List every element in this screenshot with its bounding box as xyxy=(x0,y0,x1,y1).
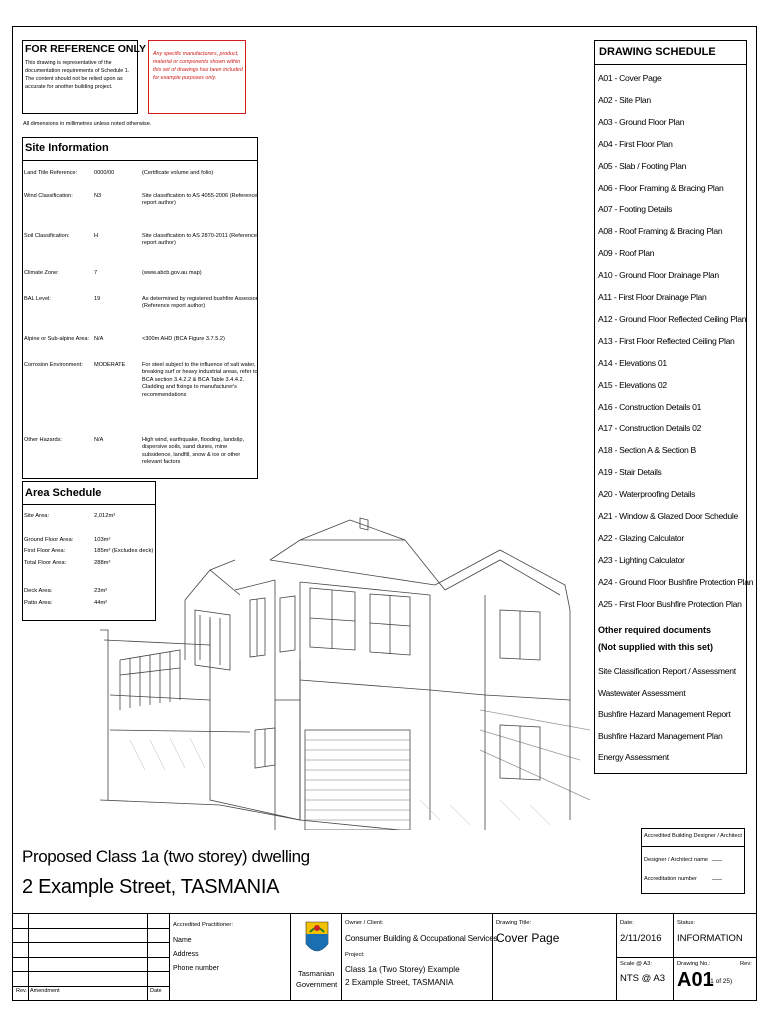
site-info-note: As determined by registered bushfire Assessor (Reference report author) xyxy=(142,296,258,310)
date-value: 2/11/2016 xyxy=(620,933,662,944)
reference-body: This drawing is representative of the documentation requirements of Schedule 1. The content should not be relied upon as accurate for another building project. xyxy=(25,60,130,90)
logo-text-1: Tasmanian xyxy=(298,969,335,978)
designer-name-blank: ___ xyxy=(712,855,723,861)
drawing-schedule-item: A17 - Construction Details 02 xyxy=(598,423,702,434)
date-label: Date: xyxy=(620,920,634,926)
site-info-value: 7 xyxy=(94,270,98,276)
site-info-label: Other Hazards: xyxy=(24,437,62,443)
drawing-schedule-divider xyxy=(595,64,746,65)
site-info-label: Soil Classification: xyxy=(24,233,70,239)
practitioner-field-phone: Phone number xyxy=(173,965,219,972)
project-line-1: Proposed Class 1a (two storey) dwelling xyxy=(22,847,310,866)
project-value-2: 2 Example Street, TASMANIA xyxy=(345,978,454,987)
owner-value: Consumer Building & Occupational Services xyxy=(345,934,498,943)
site-info-note: Site classification to AS 2870-2011 (Reference report author) xyxy=(142,233,257,247)
designer-number-blank: ___ xyxy=(712,874,723,880)
area-value: 103m² xyxy=(94,537,111,543)
drawing-schedule-item: A08 - Roof Framing & Bracing Plan xyxy=(598,226,723,237)
drawing-schedule-item: A07 - Footing Details xyxy=(598,204,672,215)
drawing-schedule-item: A02 - Site Plan xyxy=(598,94,651,105)
tb-divider xyxy=(169,913,170,1001)
area-label: First Floor Area: xyxy=(24,548,66,554)
rev-small-label: Rev: xyxy=(740,961,752,967)
owner-label: Owner / Client: xyxy=(345,920,384,926)
designer-divider xyxy=(642,846,744,847)
site-info-value: H xyxy=(94,233,99,239)
tasmanian-government-logo xyxy=(298,918,336,966)
drawing-schedule-item: A24 - Ground Floor Bushfire Protection Plan xyxy=(598,576,754,587)
revision-grid-line xyxy=(12,942,169,943)
revision-grid-line xyxy=(12,971,169,972)
designer-box xyxy=(641,828,745,894)
reference-title: FOR REFERENCE ONLY xyxy=(25,43,146,55)
drawing-schedule-title: DRAWING SCHEDULE xyxy=(599,46,716,58)
drawing-schedule-item: A25 - First Floor Bushfire Protection Plan xyxy=(598,598,742,609)
status-value: INFORMATION xyxy=(677,933,743,944)
drawing-schedule-item: A09 - Roof Plan xyxy=(598,248,655,259)
drawing-schedule-item: A23 - Lighting Calculator xyxy=(598,554,685,565)
site-info-note: High wind, earthquake, flooding, landslip, dispersive soils, sand dunes, mine subsidence, landfill, snow & ice or other relevant factors xyxy=(142,437,244,466)
revision-grid-col xyxy=(147,913,148,1001)
other-doc-item: Energy Assessment xyxy=(598,752,669,762)
amendment-col-label: Amendment xyxy=(30,988,60,994)
area-value: 2,012m² xyxy=(94,513,116,519)
scale-value: NTS @ A3 xyxy=(620,973,666,984)
project-label: Project: xyxy=(345,952,365,958)
site-info-value: N/A xyxy=(94,437,104,443)
drawing-schedule-item: A10 - Ground Floor Drainage Plan xyxy=(598,270,719,281)
date-col-label: Date xyxy=(150,988,162,994)
drawing-no-value: A01 xyxy=(677,969,714,991)
site-info-title: Site Information xyxy=(25,142,109,154)
drawing-schedule-item: A03 - Ground Floor Plan xyxy=(598,116,685,127)
area-value: 23m² xyxy=(94,588,108,594)
drawing-schedule-item: A19 - Stair Details xyxy=(598,467,662,478)
status-label: Status: xyxy=(677,920,696,926)
disclaimer-box xyxy=(148,40,246,114)
area-value: 288m² xyxy=(94,560,111,566)
tb-divider xyxy=(341,913,342,1001)
area-schedule-title: Area Schedule xyxy=(25,487,102,499)
drawing-title-value: Cover Page xyxy=(496,931,560,945)
area-value: 44m² xyxy=(94,600,108,606)
practitioner-field-address: Address xyxy=(173,951,199,958)
site-info-label: Land Title Reference: xyxy=(24,170,78,176)
sheet-count: (1 of 25) xyxy=(708,978,733,985)
house-sketch xyxy=(100,500,590,830)
rev-col-label: Rev. xyxy=(16,988,27,994)
designer-name-label: Designer / Architect name xyxy=(644,857,709,863)
project-value-1: Class 1a (Two Storey) Example xyxy=(345,965,460,974)
project-line-2: 2 Example Street, TASMANIA xyxy=(22,876,280,898)
site-info-divider xyxy=(23,160,257,161)
drawing-schedule-item: A15 - Elevations 02 xyxy=(598,379,667,390)
other-doc-item: Bushfire Hazard Management Plan xyxy=(598,730,723,741)
site-info-label: Alpine or Sub-alpine Area: xyxy=(24,336,89,342)
site-info-value: N/A xyxy=(94,336,104,342)
other-docs-title-2: (Not supplied with this set) xyxy=(598,642,713,652)
other-doc-item: Site Classification Report / Assessment xyxy=(598,666,736,676)
revision-grid-col xyxy=(28,913,29,1001)
drawing-schedule-item: A04 - First Floor Plan xyxy=(598,138,673,149)
area-value: 185m² (Excludes deck) xyxy=(94,548,154,554)
area-label: Total Floor Area: xyxy=(24,560,67,566)
site-info-value: N3 xyxy=(94,193,102,199)
site-info-label: Wind Classification: xyxy=(24,193,73,199)
area-label: Deck Area: xyxy=(24,588,53,594)
practitioner-label: Accredited Practitioner: xyxy=(173,922,233,928)
drawing-schedule-item: A21 - Window & Glazed Door Schedule xyxy=(598,511,738,521)
site-info-value: 0000/00 xyxy=(94,170,115,176)
revision-grid-line xyxy=(12,957,169,958)
tb-hdivider xyxy=(616,957,757,958)
drawing-schedule-item: A14 - Elevations 01 xyxy=(598,357,667,368)
drawing-schedule-item: A11 - First Floor Drainage Plan xyxy=(598,292,707,302)
drawing-no-label: Drawing No.: xyxy=(677,961,711,967)
site-info-value: 19 xyxy=(94,296,101,302)
drawing-schedule-item: A01 - Cover Page xyxy=(598,73,662,83)
scale-label: Scale @ A3: xyxy=(620,961,652,967)
logo-text-2: Government xyxy=(296,980,338,989)
other-doc-item: Wastewater Assessment xyxy=(598,687,686,698)
site-info-label: Corrosion Environment: xyxy=(24,362,83,368)
tb-divider xyxy=(290,913,291,1001)
area-label: Site Area: xyxy=(24,513,50,519)
area-label: Patio Area: xyxy=(24,600,53,606)
drawing-schedule-item: A13 - First Floor Reflected Ceiling Plan xyxy=(598,335,735,346)
drawing-title-label: Drawing Title: xyxy=(496,920,532,926)
other-docs-title-1: Other required documents xyxy=(598,625,712,635)
site-info-note: (Certificate volume and folio) xyxy=(142,170,214,176)
drawing-schedule-item: A18 - Section A & Section B xyxy=(598,445,696,456)
drawing-schedule-item: A05 - Slab / Footing Plan xyxy=(598,160,687,171)
revision-grid-line xyxy=(12,986,169,987)
revision-grid-line xyxy=(12,928,169,929)
drawing-schedule-item: A20 - Waterproofing Details xyxy=(598,489,696,500)
drawing-schedule-item: A22 - Glazing Calculator xyxy=(598,532,684,543)
practitioner-field-name: Name xyxy=(173,937,192,944)
tb-divider xyxy=(492,913,493,1001)
designer-title: Accredited Building Designer / Architect xyxy=(644,833,742,839)
disclaimer-text: Any specific manufacturers, product, material or components shown within this set of drawings has been included for example purposes only. xyxy=(153,51,243,81)
site-info-note: For steel subject to the influence of salt water, breaking surf or heavy industrial areas, refer to BCA section 3.4.2.2 & BCA Table 3.4.4.2. Cladding and fixings to manufacturer's recommendations xyxy=(142,362,258,398)
other-doc-item: Bushfire Hazard Management Report xyxy=(598,709,731,719)
dimensions-note: All dimensions in millimetres unless noted otherwise. xyxy=(23,121,152,127)
drawing-schedule-item: A06 - Floor Framing & Bracing Plan xyxy=(598,182,724,193)
drawing-schedule-item: A12 - Ground Floor Reflected Ceiling Plan xyxy=(598,313,747,324)
site-info-note: (www.abcb.gov.au map) xyxy=(142,270,202,276)
site-info-value: MODERATE xyxy=(94,362,126,368)
area-label: Ground Floor Area: xyxy=(24,537,74,543)
drawing-schedule-item: A16 - Construction Details 01 xyxy=(598,401,702,412)
site-info-label: BAL Level: xyxy=(24,296,51,302)
site-info-note: Site classification to AS 4055-2006 (Reference report author) xyxy=(142,193,258,207)
designer-number-label: Accreditation number xyxy=(644,876,697,882)
site-info-note: <300m AHD (BCA Figure 3.7.5.2) xyxy=(142,336,225,342)
site-info-label: Climate Zone: xyxy=(24,270,59,276)
reference-box xyxy=(22,40,146,114)
